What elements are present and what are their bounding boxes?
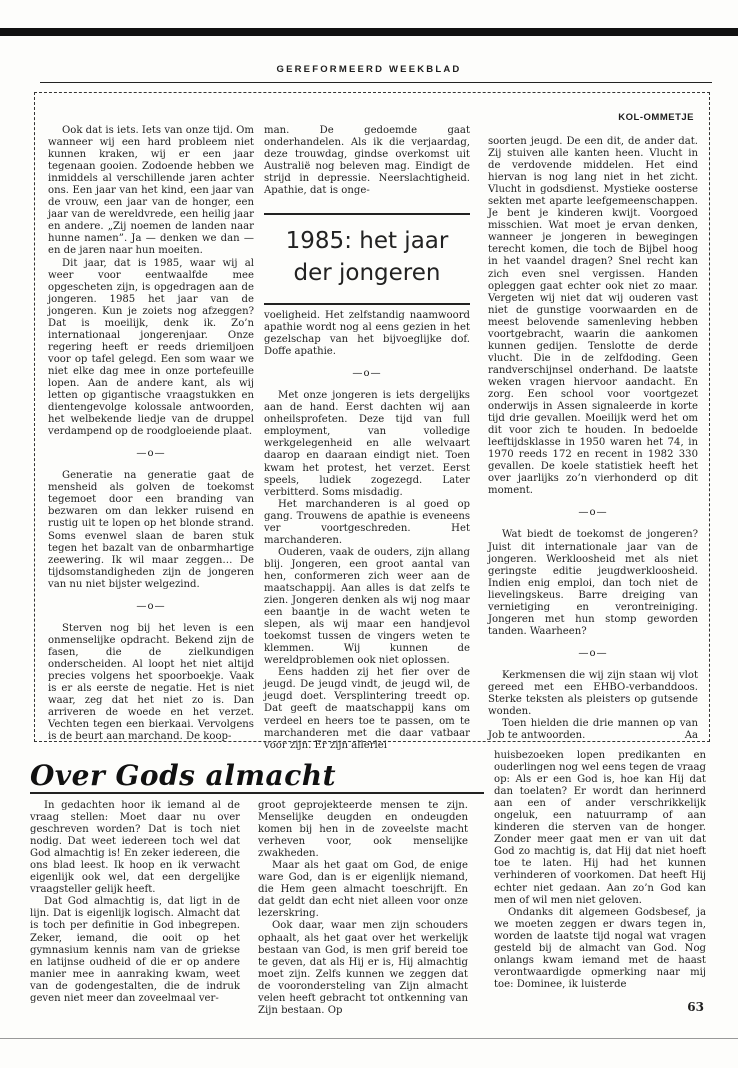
- section-separator: —o—: [578, 647, 608, 659]
- closing-line: Toen hielden die drie mannen op van Job te antwoorden.: [488, 718, 698, 742]
- article-title: [264, 225, 470, 289]
- top-black-rule: [0, 28, 738, 36]
- kolommetje-column-1: [48, 125, 254, 743]
- article-2-title-rule: [30, 792, 484, 794]
- kolommetje-column-2-top: [264, 125, 470, 197]
- article-2-column-1: [30, 800, 240, 1005]
- paragraph: voeligheid. Het zelfstandig naamwoord apathie wordt nog al eens gezien in het gezelschap van het bijvoeglijke dof. Doffe apathie.: [264, 310, 470, 358]
- paragraph: Generatie na generatie gaat de mensheid als golven de toekomst tegemoet door een branding van bezwaren om dan lekker ruisend en rustig uit te lopen op het blonde strand. Soms evenwel slaan de baren stuk tegen het bazalt van de onbarmhartige zeewering. Ik wil maar zeggen… De tijdsomstandigheden zijn de jongeren van nu niet bijster welgezind.: [48, 470, 254, 590]
- paragraph: Maar als het gaat om God, de enige ware God, dan is er eigenlijk niemand, die Hem geen almacht toeschrijft. En dat geldt dan echt niet alleen voor onze lezerskring.: [258, 860, 468, 920]
- article-2-column-3: [494, 750, 706, 991]
- bottom-rule: [0, 1038, 738, 1039]
- paragraph: soorten jeugd. De een dit, de ander dat. Zij stuiven alle kanten heen. Vlucht in de verdovende middelen. Het eind hiervan is nog lang niet in het zicht. Vlucht in godsdienst. Mystieke oosterse sekten met aparte leefgemeenschappen. Je bent je kinderen kwijt. Voorgoed misschien. Wat moet je ervan denken, wanneer je jongeren in bewegingen terecht komen, die toch de Bijbel hoog in het vaandel dragen? Snel recht kan zich even snel vergissen. Handen opleggen gaat echter ook niet zo maar. Vergeten wij niet dat wij ouderen vast niet de gunstige voorwaarden en de meest belovende samenleving hebben voortgebracht, waarin die aankomen kunnen gedijen. Tenslotte de derde vlucht. Die in de zelfdoding. Geen randverschijnsel onderhand. De laatste weken vragen hiervoor aandacht. En zorg. Een school voor voortgezet onderwijs in Assen signaleerde in korte tijd drie gevallen. Moeilijk werd het om dit voor zich te houden. In bedoelde leeftijdsklasse in 1950 waren het 74, in 1970 reeds 172 en recent in 1982 330 gevallen. De koele statistiek heeft het over jaarlijks zo’n vierhonderd op dit moment.: [488, 136, 698, 497]
- paragraph: Sterven nog bij het leven is een onmenselijke opdracht. Bekend zijn de fasen, die de zielkundigen onderscheiden. Al loopt het niet altijd precies volgens het spoorboekje. Vaak is er als eerste de negatie. Het is niet waar, zeg dat het niet zo is. Dan arriveren de woede en het verzet. Vechten tegen een bierkaai. Vervolgens is de beurt aan marchand. De koop-: [48, 622, 254, 743]
- article-2-column-2: [258, 800, 468, 1017]
- paragraph: Ondanks dit algemeen Godsbesef, ja we moeten zeggen er dwars tegen in, worden de laatste tijd nogal wat vragen gesteld bij de almacht van God. Nog onlangs kwam iemand met de haast verontwaardigde opmerking naar mij toe: Dominee, ik luisterde: [494, 906, 706, 990]
- title-line-1: 1985: het jaar: [285, 228, 449, 254]
- paragraph: In gedachten hoor ik iemand al de vraag stellen: Moet daar nu over geschreven worden? Dat is toch niet nodig. Dat weet iedereen toch wel dat God almachtig is! En zeker iedereen, die ons blad leest. Ik hoop en ik verwacht eigenlijk ook wel, dat een dergelijke vraagsteller gelijk heeft.: [30, 800, 240, 896]
- kolommetje-column-2: [264, 310, 470, 752]
- paragraph: huisbezoeken lopen predikanten en ouderlingen nog wel eens tegen de vraag op: Als er een God is, hoe kan Hij dat dan toelaten? Er wordt dan herinnerd aan een of ander verschrikkelijk ongeluk, een natuurramp of aan kinderen die sterven van de honger. Zonder meer gaat men er van uit dat God zo machtig is, dat Hij dat niet hoeft toe te laten. Hij had het kunnen verhinderen of voorkomen. Dat heeft Hij echter niet gedaan. Aan zo’n God kan men of wil men niet geloven.: [494, 750, 706, 906]
- paragraph: groot geprojekteerde mensen te zijn. Menselijke deugden en ondeugden komen bij hen in de zoveelste macht verheven voor, ook menselijke zwakheden.: [258, 800, 468, 860]
- section-separator: —o—: [352, 368, 382, 380]
- title-line-2: der jongeren: [293, 260, 441, 286]
- paragraph: Ouderen, vaak de ouders, zijn allang blij. Jongeren, een groot aantal van hen, conformeren zich weer aan de maatschappij. Aan alles is dat zelfs te zien. Jongeren denken als wij nog maar een baantje in de wacht weten te slepen, als wij maar een handjevol toekomst tussen de vingers weten te klemmen. Wij kunnen de wereldproblemen ook niet oplossen.: [264, 546, 470, 667]
- paragraph: [488, 718, 698, 742]
- article-2-title: Over Gods almacht: [30, 759, 337, 792]
- header-rule: [40, 82, 712, 83]
- paragraph: Wat biedt de toekomst de jongeren? Juist dit internationale jaar van de jongeren. Werkloosheid met als niet geringste editie jeugdwerkloosheid. Indien enig emploi, dan toch niet de lievelingskeus. Barre dreiging van vernietiging en verontreiniging. Jongeren met hun stomp geworden tanden. Waarheen?: [488, 529, 698, 637]
- paragraph: Dat God almachtig is, dat ligt in de lijn. Dat is eigenlijk logisch. Almacht dat is toch per definitie in God inbegrepen. Zeker, iemand, die ooit op het gymnasium kennis nam van de griekse en latijnse oudheid of die er op andere manier mee in aanraking kwam, weet van de godengestalten, die de indruk geven niet meer dan zoveelmaal ver-: [30, 896, 240, 1004]
- paragraph: Dit jaar, dat is 1985, waar wij al weer voor eentwaalfde mee opgescheten zijn, is opgedragen aan de jongeren. 1985 het jaar van de jongeren. Kun je zoiets nog afzeggen? Dat is moeilijk, denk ik. Zo’n internationaal jongerenjaar. Onze regering heeft er reeds driemiljoen voor op tafel gelegd. Een som waar we niet elke dag mee in onze portefeuille lopen. Aan de andere kant, als wij letten op gigantische vraagstukken en dientengevolge kolossale antwoorden, het welbekende liedje van de druppel verdampend op de roodgloeiende plaat.: [48, 257, 254, 438]
- paragraph: man. De gedoemde gaat onderhandelen. Als ik die verjaardag, deze trouwdag, gindse overkomst uit Australië nog beleven mag. Eindigt de strijd in depressie. Neerslachtigheid. Apathie, dat is onge-: [264, 125, 470, 197]
- paragraph: Het marchanderen is al goed op gang. Trouwens de apathie is eveneens ver voortgeschreden. Het marchanderen.: [264, 498, 470, 546]
- running-header: GEREFORMEERD WEEKBLAD: [276, 64, 462, 75]
- kolommetje-column-3: [488, 136, 698, 742]
- column-label: KOL-OMMETJE: [618, 112, 694, 123]
- article-title-box: [264, 213, 470, 305]
- paragraph: Eens hadden zij het fier over de jeugd. De jeugd vindt, de jeugd wil, de jeugd doet. Versplintering treedt op. Dat geeft de maatschappij kans om verdeel en heers toe te passen, om te marchanderen met die daar vatbaar voor zijn. Er zijn allerlei: [264, 667, 470, 751]
- page-number: 63: [687, 1000, 704, 1014]
- section-separator: —o—: [136, 600, 166, 612]
- paragraph: Ook daar, waar men zijn schouders ophaalt, als het gaat over het werkelijk bestaan van God, is men grif bereid toe te geven, dat als Hij er is, Hij almachtig moet zijn. Zelfs kunnen we zeggen dat de voorondersteling van Zijn almacht velen heeft gebracht tot ontkenning van Zijn bestaan. Op: [258, 920, 468, 1016]
- section-separator: —o—: [578, 507, 608, 519]
- paragraph: Kerkmensen die wij zijn staan wij vlot gereed met een EHBO-verbanddoos. Sterke teksten als pleisters op gutsende wonden.: [488, 669, 698, 718]
- paragraph: Ook dat is iets. Iets van onze tijd. Om wanneer wij een hard probleem niet kunnen kraken, wij er een jaar tegenaan gooien. Zodoende hebben we inmiddels al verschillende jaren achter ons. Een jaar van het kind, een jaar van de vrouw, een jaar van de honger, een jaar van de wereldvrede, een heilig jaar en andere. „Zij noemen de landen naar hunne namen”. Ja — denken we dan — en de jaren naar hun moeiten.: [48, 125, 254, 257]
- paragraph: Met onze jongeren is iets dergelijks aan de hand. Eerst dachten wij aan onheilsprofeten. Deze tijd van full employment, van volledige werkgelegenheid en alle welvaart daarop en daaraan eindigt niet. Toen kwam het protest, het verzet. Eerst speels, ludiek zogezegd. Later verbitterd. Soms misdadig.: [264, 390, 470, 498]
- section-separator: —o—: [136, 448, 166, 460]
- signature: Aa: [684, 730, 698, 742]
